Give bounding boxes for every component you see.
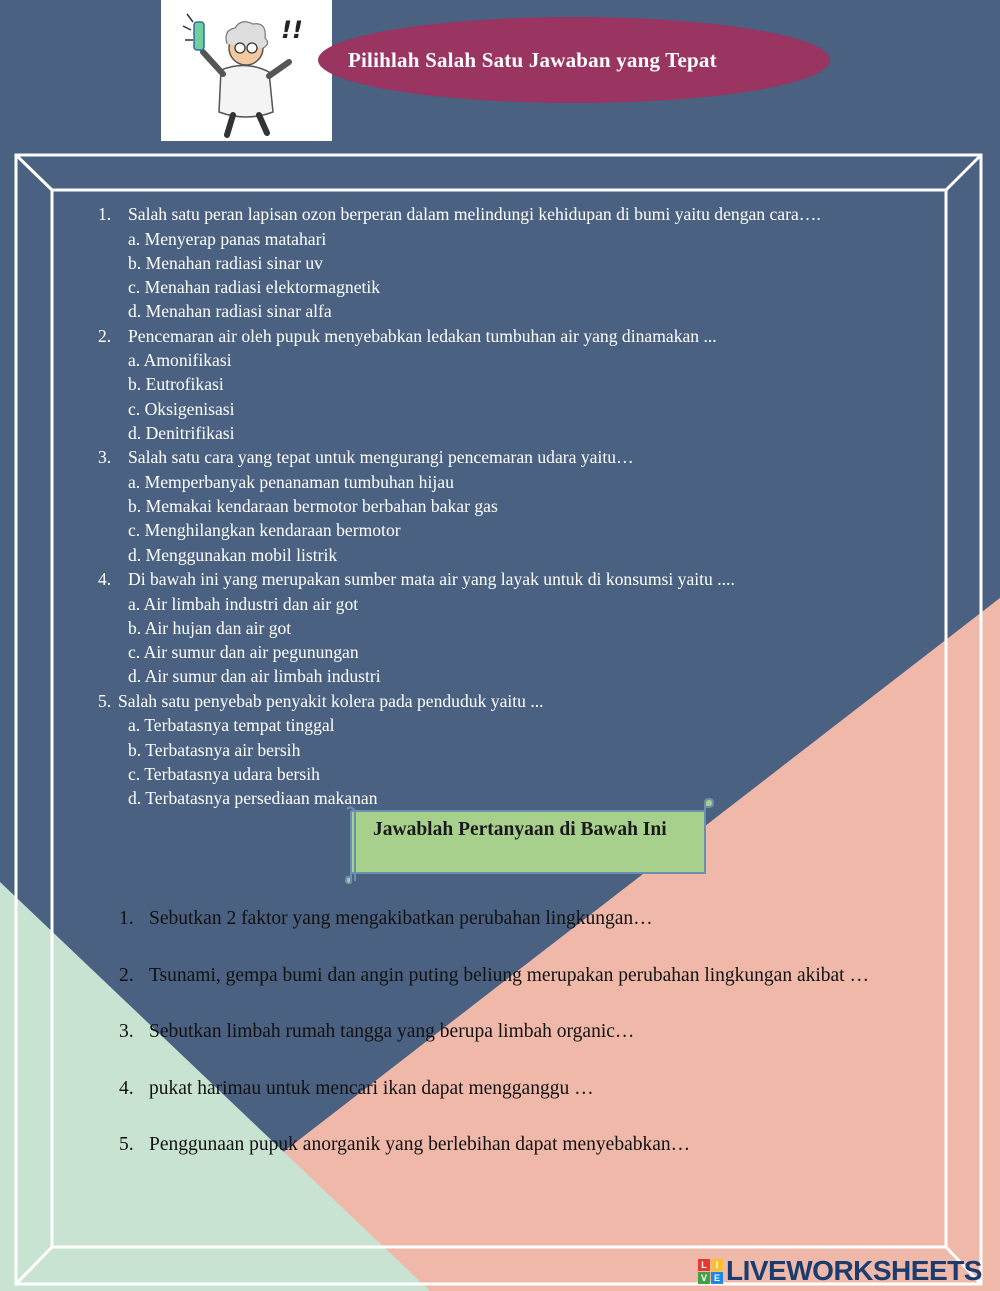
svg-text:!!: !!: [281, 16, 303, 44]
question-text: Sebutkan limbah rumah tangga yang berupa limbah organic…: [149, 1021, 635, 1042]
question-number: 2.: [119, 964, 134, 986]
question-number: 3.: [119, 1021, 134, 1042]
option-c[interactable]: c. Menahan radiasi elektormagnetik: [128, 277, 381, 298]
question-number: 1.: [98, 204, 112, 224]
option-a[interactable]: a. Terbatasnya tempat tinggal: [128, 715, 335, 736]
question-number: 5.: [98, 690, 112, 711]
mc-question-4: [98, 567, 928, 689]
option-a[interactable]: a. Menyerap panas matahari: [128, 228, 327, 249]
question-text: Pencemaran air oleh pupuk menyebabkan ledakan tumbuhan air yang dinamakan ...: [128, 325, 717, 346]
question-text: pukat harimau untuk mencari ikan dapat mengganggu …: [149, 1077, 594, 1099]
option-d[interactable]: d. Menahan radiasi sinar alfa: [128, 301, 332, 322]
mc-question-3: [98, 445, 928, 567]
scientist-logo: [161, 0, 332, 141]
essay-section: [119, 905, 949, 1188]
multiple-choice-section: [98, 202, 928, 810]
option-c[interactable]: c. Oksigenisasi: [128, 398, 235, 419]
option-b[interactable]: b. Terbatasnya air bersih: [128, 739, 301, 760]
question-text: Di bawah ini yang merupakan sumber mata air yang layak untuk di konsumsi yaitu ....: [128, 569, 735, 590]
question-number: 4.: [98, 569, 112, 590]
option-a[interactable]: a. Memperbanyak penanaman tumbuhan hijau: [128, 471, 454, 492]
brand-block: E: [711, 1272, 723, 1284]
question-text: Tsunami, gempa bumi dan angin puting beliung merupakan perubahan lingkungan akibat …: [149, 964, 869, 986]
scientist-icon: [161, 0, 332, 141]
essay-question-4[interactable]: [119, 1075, 949, 1132]
brand-block: L: [698, 1259, 710, 1271]
mc-question-1: [98, 202, 928, 324]
liveworksheets-blocks-icon: [698, 1259, 723, 1284]
option-d[interactable]: d. Air sumur dan air limbah industri: [128, 666, 381, 687]
mc-question-2: [98, 324, 928, 446]
title-banner: [318, 17, 830, 103]
option-b[interactable]: b. Memakai kendaraan bermotor berbahan bakar gas: [128, 496, 498, 517]
page-title: Pilihlah Salah Satu Jawaban yang Tepat: [348, 47, 717, 72]
essay-question-5[interactable]: [119, 1131, 949, 1188]
option-b[interactable]: b. Air hujan dan air got: [128, 617, 292, 638]
option-a[interactable]: a. Amonifikasi: [128, 350, 232, 371]
brand-block: I: [711, 1259, 723, 1271]
option-d[interactable]: d. Menggunakan mobil listrik: [128, 544, 338, 565]
question-number: 5.: [119, 1134, 134, 1155]
option-d[interactable]: d. Denitrifikasi: [128, 423, 235, 444]
mc-question-5: [98, 689, 928, 811]
question-number: 3.: [98, 447, 112, 468]
essay-question-2[interactable]: [119, 962, 949, 1019]
question-number: 4.: [119, 1077, 134, 1099]
option-b[interactable]: b. Menahan radiasi sinar uv: [128, 252, 323, 273]
essay-question-3[interactable]: [119, 1018, 949, 1075]
liveworksheets-logo[interactable]: [698, 1257, 982, 1285]
essay-heading-scroll: [343, 797, 717, 884]
essay-heading: Jawablah Pertanyaan di Bawah Ini: [373, 819, 667, 840]
option-c[interactable]: c. Terbatasnya udara bersih: [128, 763, 320, 784]
question-number: 1.: [119, 908, 134, 929]
brand-name: LIVEWORKSHEETS: [726, 1255, 982, 1286]
question-number: 2.: [98, 325, 112, 346]
question-text: Salah satu penyebab penyakit kolera pada penduduk yaitu ...: [118, 690, 544, 711]
option-c[interactable]: c. Air sumur dan air pegunungan: [128, 642, 359, 663]
essay-question-1[interactable]: [119, 905, 949, 962]
question-text: Sebutkan 2 faktor yang mengakibatkan perubahan lingkungan…: [149, 908, 653, 929]
question-text: Salah satu peran lapisan ozon berperan dalam melindungi kehidupan di bumi yaitu dengan cara….: [128, 204, 821, 224]
brand-block: V: [698, 1272, 710, 1284]
question-text: Salah satu cara yang tepat untuk mengurangi pencemaran udara yaitu…: [128, 447, 634, 468]
option-a[interactable]: a. Air limbah industri dan air got: [128, 593, 359, 614]
option-c[interactable]: c. Menghilangkan kendaraan bermotor: [128, 520, 401, 541]
question-text: Penggunaan pupuk anorganik yang berlebihan dapat menyebabkan…: [149, 1134, 691, 1155]
option-b[interactable]: b. Eutrofikasi: [128, 374, 224, 395]
option-d[interactable]: d. Terbatasnya persediaan makanan: [128, 788, 378, 809]
